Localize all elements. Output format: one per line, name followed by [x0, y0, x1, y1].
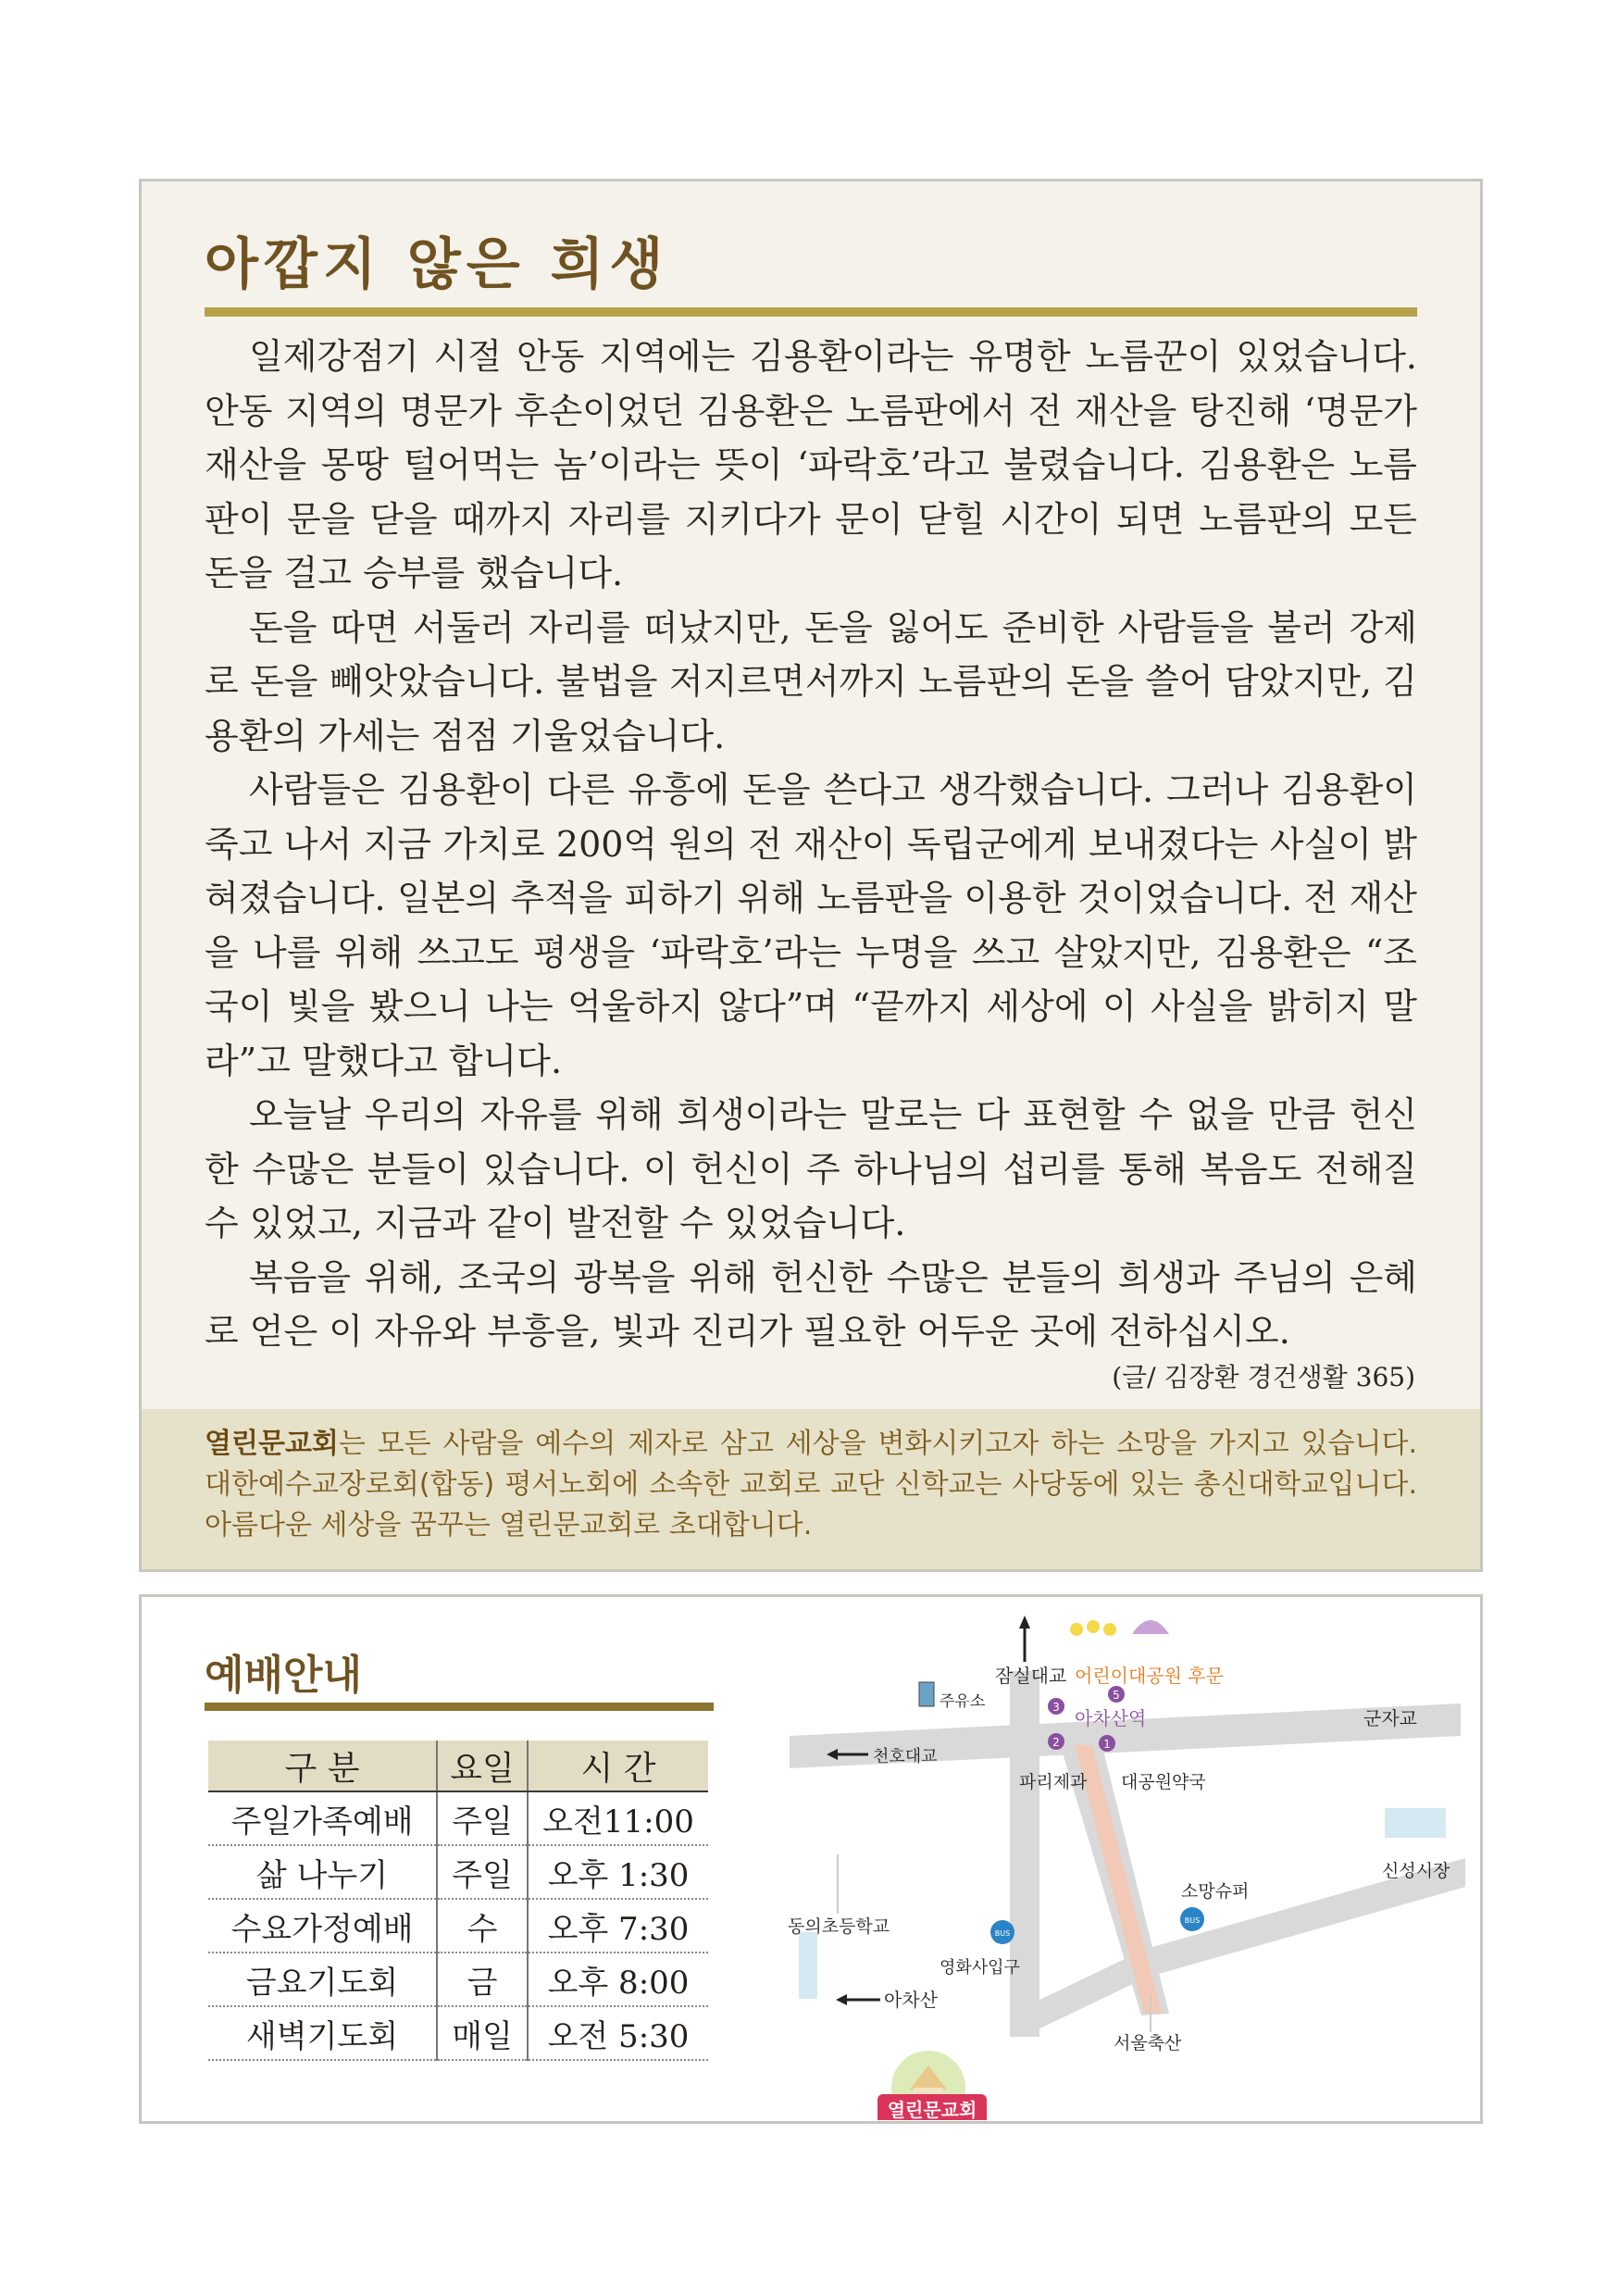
road-vertical-west: [1010, 1671, 1039, 2037]
flower-icon: [1103, 1623, 1116, 1636]
map-label-station: 아차산역: [1075, 1707, 1147, 1729]
church-name: 열린문교회: [205, 1428, 339, 1460]
service-day: 금: [437, 1953, 528, 2006]
map-label-achasan: 아차산: [884, 1989, 938, 2011]
table-row: [208, 1845, 708, 1899]
article-body: [205, 330, 1417, 1359]
service-name: 주일가족예배: [208, 1791, 437, 1845]
exit-1-label: 1: [1103, 1738, 1111, 1751]
header-category: 구 분: [208, 1741, 437, 1791]
article-box: [139, 179, 1483, 1572]
service-time: 오전11:00: [528, 1791, 708, 1845]
map-label-sinseong: 신성시장: [1382, 1861, 1450, 1881]
worship-title-underline: [205, 1703, 714, 1711]
service-day: 주일: [437, 1791, 528, 1845]
service-day: 매일: [437, 2006, 528, 2060]
bus-stop-label: BUS: [1184, 1916, 1201, 1925]
service-name: 수요가정예배: [208, 1899, 437, 1953]
article-byline: (글/ 김장환 경건생활 365): [1112, 1362, 1415, 1392]
map-label-yeonghwa: 영화사입구: [940, 1958, 1020, 1978]
header-time: 시 간: [528, 1741, 708, 1791]
exit-2-label: 2: [1052, 1736, 1060, 1749]
map-label-gunja: 군자교: [1363, 1707, 1417, 1729]
map-label-butcher: 서울축산: [1114, 2033, 1182, 2053]
service-time: 오전 5:30: [528, 2006, 708, 2060]
worship-schedule-table: [208, 1741, 708, 2061]
school-block: [799, 1932, 817, 1999]
bus-stop-label: BUS: [994, 1929, 1011, 1938]
market-block: [1385, 1808, 1446, 1838]
location-map: [780, 1606, 1465, 2120]
service-day: 주일: [437, 1845, 528, 1899]
service-time: 오후 8:00: [528, 1953, 708, 2006]
service-time: 오후 7:30: [528, 1899, 708, 1953]
map-label-bakery: 파리제과: [1019, 1772, 1088, 1792]
gas-station-icon: [919, 1682, 934, 1706]
article-paragraph: 일제강점기 시절 안동 지역에는 김용환이라는 유명한 노름꾼이 있었습니다. 안동 지역의 명문가 후손이었던 김용환은 노름판에서 전 재산을 탕진해 ‘명문가 재산을 몽땅 털어먹는 놈’이라는 뜻이 ‘파락호’라고 불렸습니다. 김용환은 노름판이 문을 닫을 때까지 자리를 지키다가 문이 닫힐 시간이 되면 노름판의 모든 돈을 걸고 승부를 했습니다.: [205, 336, 1417, 593]
church-promo-text: [205, 1424, 1417, 1546]
article-paragraph: 복음을 위해, 조국의 광복을 위해 헌신한 수많은 분들의 희생과 주님의 은혜로 얻은 이 자유와 부흥을, 빛과 진리가 필요한 어두운 곳에 전하십시오.: [205, 1256, 1417, 1352]
map-label-jamsil: 잠실대교: [995, 1665, 1067, 1687]
map-label-church: 열린문교회: [887, 2099, 977, 2120]
article-paragraph: 돈을 따면 서둘러 자리를 떠났지만, 돈을 잃어도 준비한 사람들을 불러 강제로 돈을 빼앗았습니다. 불법을 저지르면서까지 노름판의 돈을 쓸어 담았지만, 김용환의 가세는 점점 기울었습니다.: [205, 606, 1417, 756]
header-day: 요일: [437, 1741, 528, 1791]
service-time: 오후 1:30: [528, 1845, 708, 1899]
map-label-pharmacy: 대공원약국: [1121, 1772, 1206, 1792]
flower-icon: [1070, 1623, 1083, 1636]
article-paragraph: 사람들은 김용환이 다른 유흥에 돈을 쓴다고 생각했습니다. 그러나 김용환이 죽고 나서 지금 가치로 200억 원의 전 재산이 독립군에게 보내졌다는 사실이 밝혀졌습니다. 일본의 추적을 피하기 위해 노름판을 이용한 것이었습니다. 전 재산을 나를 위해 쓰고도 평생을 ‘파락호’라는 누명을 쓰고 살았지만, 김용환은 “조국이 빛을 봤으니 나는 억울하지 않다”며 “끝까지 세상에 이 사실을 밝히지 말라”고 말했다고 합니다.: [205, 769, 1417, 1081]
church-promo-band: [142, 1409, 1480, 1569]
map-label-cheonho: 천호대교: [873, 1747, 938, 1766]
title-underline: [205, 307, 1417, 317]
map-label-gas-station: 주유소: [940, 1692, 986, 1711]
map-label-park-gate: 어린이대공원 후문: [1075, 1665, 1224, 1687]
arrow-up-icon-head: [1019, 1616, 1030, 1628]
exit-5-label: 5: [1113, 1689, 1120, 1702]
arrow-left-icon-head: [836, 1994, 847, 2005]
article-title: 아깝지 않은 희생: [205, 232, 669, 297]
table-row: [208, 1899, 708, 1953]
table-row: [208, 1953, 708, 2006]
worship-title: 예배안내: [205, 1652, 363, 1699]
table-row: [208, 2006, 708, 2060]
service-name: 금요기도회: [208, 1953, 437, 2006]
service-day: 수: [437, 1899, 528, 1953]
parasol-icon: [1132, 1620, 1169, 1634]
map-label-school: 동의초등학교: [788, 1916, 890, 1937]
map-label-somang: 소망슈퍼: [1181, 1881, 1250, 1902]
service-name: 새벽기도회: [208, 2006, 437, 2060]
exit-3-label: 3: [1052, 1701, 1060, 1714]
worship-guide-box: [139, 1594, 1483, 2124]
church-promo-body: 는 모든 사람을 예수의 제자로 삼고 세상을 변화시키고자 하는 소망을 가지고 있습니다. 대한예수교장로회(합동) 평서노회에 소속한 교회로 교단 신학교는 사당동에 있는 총신대학교입니다. 아름다운 세상을 꿈꾸는 열린문교회로 초대합니다.: [205, 1428, 1417, 1541]
article-paragraph: 오늘날 우리의 자유를 위해 희생이라는 말로는 다 표현할 수 없을 만큼 헌신한 수많은 분들이 있습니다. 이 헌신이 주 하나님의 섭리를 통해 복음도 전해질 수 있었고, 지금과 같이 발전할 수 있었습니다.: [205, 1094, 1417, 1243]
table-header-row: [208, 1741, 708, 1791]
service-name: 삶 나누기: [208, 1845, 437, 1899]
flower-icon: [1087, 1620, 1100, 1633]
table-row: [208, 1791, 708, 1845]
